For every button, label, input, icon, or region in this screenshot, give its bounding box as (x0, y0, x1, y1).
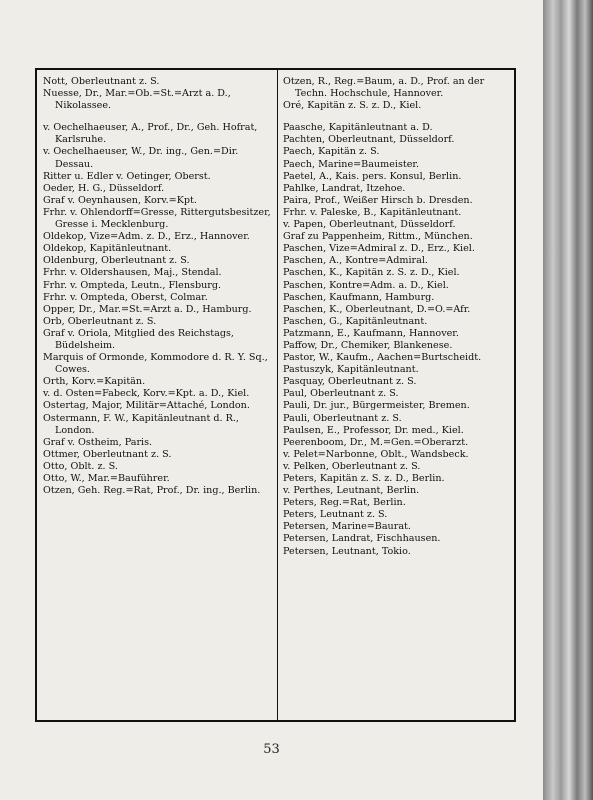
list-item: Peters, Reg.=Rat, Berlin. (283, 497, 406, 509)
right-column (283, 76, 511, 558)
list-item: Graf v. Oeynhausen, Korv.=Kpt. (43, 194, 197, 206)
list-item: Otzen, Geh. Reg.=Rat, Prof., Dr. ing., Berlin. (43, 485, 261, 497)
list-item: Petersen, Leutnant, Tokio. (283, 545, 411, 557)
list-item: Paasche, Kapitänleutnant a. D. (283, 122, 433, 134)
list-item: v. Papen, Oberleutnant, Düsseldorf. (283, 219, 456, 231)
list-item: Paech, Kapitän z. S. (283, 146, 380, 158)
list-item: Paschen, A., Kontre=Admiral. (283, 255, 428, 267)
list-item: Ritter u. Edler v. Oetinger, Oberst. (43, 170, 211, 182)
list-item: Pastor, W., Kaufm., Aachen=Burtscheidt. (283, 352, 482, 364)
list-item: Nott, Oberleutnant z. S. (43, 76, 160, 87)
list-item: Oré, Kapitän z. S. z. D., Kiel. (283, 100, 422, 112)
list-item: Opper, Dr., Mar.=St.=Arzt a. D., Hamburg. (43, 303, 252, 315)
list-item: Otto, W., Mar.=Bauführer. (43, 473, 170, 484)
section-gap (283, 112, 511, 122)
list-item: Orth, Korv.=Kapitän. (43, 376, 146, 388)
list-item: Peerenboom, Dr., M.=Gen.=Oberarzt. (283, 436, 469, 448)
list-item: Peters, Leutnant z. S. (283, 509, 388, 521)
list-item: Paulsen, E., Professor, Dr. med., Kiel. (283, 424, 464, 436)
list-item: Pachten, Oberleutnant, Düsseldorf. (283, 134, 455, 146)
list-item: Frhr. v. Paleske, B., Kapitänleutnant. (283, 206, 462, 218)
list-item: Oeder, H. G., Düsseldorf. (43, 182, 165, 194)
list-item: Petersen, Landrat, Fischhausen. (283, 533, 441, 545)
list-item: Otto, Oblt. z. S. (43, 460, 118, 472)
list-item: Otzen, R., Reg.=Baum, a. D., Prof. an der Techn. Hochschule, Hannover. (283, 76, 485, 100)
list-item: Paffow, Dr., Chemiker, Blankenese. (283, 339, 453, 351)
list-item: Ostermann, F. W., Kapitänleutnant d. R., London. (43, 412, 239, 436)
list-item: Paschen, K., Kapitän z. S. z. D., Kiel. (283, 267, 460, 279)
list-item: Frhr. v. Ohlendorff=Gresse, Rittergutsbesitzer, Gresse i. Mecklenburg. (43, 206, 271, 231)
left-column (43, 76, 271, 497)
column-divider (277, 70, 278, 720)
list-item: Paschen, K., Oberleutnant, D.=O.=Afr. (283, 303, 471, 315)
list-item: Nuesse, Dr., Mar.=Ob.=St.=Arzt a. D., Nikolassee. (43, 88, 231, 112)
list-item: Ottmer, Oberleutnant z. S. (43, 448, 172, 460)
list-item: Paschen, G., Kapitänleutnant. (283, 315, 428, 327)
list-item: Marquis of Ormonde, Kommodore d. R. Y. Sq., Cowes. (43, 352, 268, 376)
list-item: Petersen, Marine=Baurat. (283, 521, 411, 533)
list-item: Orb, Oberleutnant z. S. (43, 315, 157, 327)
list-item: Ostertag, Major, Militär=Attaché, London. (43, 400, 250, 412)
list-item: Patzmann, E., Kaufmann, Hannover. (283, 327, 459, 339)
list-item: Pasquay, Oberleutnant z. S. (283, 376, 417, 388)
list-item: v. d. Osten=Fabeck, Korv.=Kpt. a. D., Kiel. (43, 388, 250, 400)
book-page-edges (543, 0, 593, 800)
page-number: 53 (263, 742, 280, 757)
list-item: Graf v. Ostheim, Paris. (43, 436, 153, 448)
list-item: Frhr. v. Ompteda, Leutn., Flensburg. (43, 279, 222, 291)
list-item: Pastuszyk, Kapitänleutnant. (283, 364, 419, 376)
list-item: Peters, Kapitän z. S. z. D., Berlin. (283, 473, 445, 484)
list-item: Graf v. Oriola, Mitglied des Reichstags, Büdelsheim. (43, 327, 234, 351)
text-frame (35, 68, 516, 722)
list-item: Graf zu Pappenheim, Rittm., München. (283, 231, 473, 243)
list-item: Paech, Marine=Baumeister. (283, 158, 419, 170)
list-item: Oldenburg, Oberleutnant z. S. (43, 255, 190, 267)
list-item: v. Oechelhaeuser, A., Prof., Dr., Geh. Hofrat, Karlsruhe. (43, 122, 258, 146)
list-item: Paschen, Kaufmann, Hamburg. (283, 291, 435, 303)
list-item: v. Perthes, Leutnant, Berlin. (283, 485, 420, 497)
list-item: Pauli, Oberleutnant z. S. (283, 412, 402, 424)
list-item: Paetel, A., Kais. pers. Konsul, Berlin. (283, 170, 462, 182)
list-item: Oldekop, Kapitänleutnant. (43, 243, 172, 255)
list-item: Frhr. v. Ompteda, Oberst, Colmar. (43, 291, 208, 303)
list-item: Oldekop, Vize=Adm. z. D., Erz., Hannover. (43, 231, 250, 243)
list-item: Paira, Prof., Weißer Hirsch b. Dresden. (283, 194, 473, 206)
list-item: Paschen, Kontre=Adm. a. D., Kiel. (283, 279, 449, 291)
list-item: v. Pelken, Oberleutnant z. S. (283, 460, 421, 472)
list-item: Paul, Oberleutnant z. S. (283, 388, 399, 400)
list-item: Frhr. v. Oldershausen, Maj., Stendal. (43, 267, 222, 279)
section-gap (43, 112, 271, 122)
list-item: Paschen, Vize=Admiral z. D., Erz., Kiel. (283, 243, 475, 255)
list-item: Pahlke, Landrat, Itzehoe. (283, 182, 406, 194)
list-item: Pauli, Dr. jur., Bürgermeister, Bremen. (283, 400, 470, 412)
list-item: v. Oechelhaeuser, W., Dr. ing., Gen.=Dir. Dessau. (43, 146, 239, 170)
list-item: v. Pelet=Narbonne, Oblt., Wandsbeck. (283, 448, 469, 460)
